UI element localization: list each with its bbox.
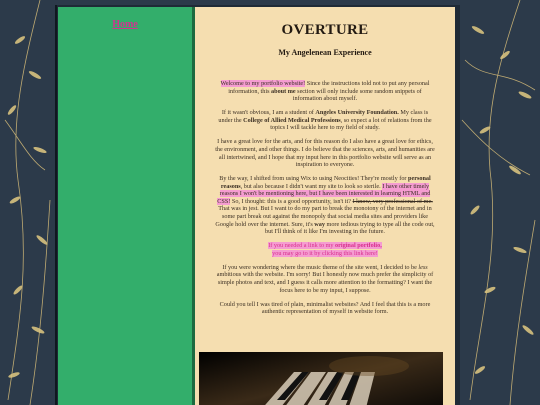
text: If it wasn't obvious, I am a student of: [221, 109, 316, 117]
text: section will only include some random snippets of information about myself.: [292, 87, 422, 103]
about-section: [215, 80, 435, 322]
text: So, I thought: this is a good opportunity, isn't it?: [230, 197, 353, 205]
text: Since the instructions told not to put any personal information, this: [228, 80, 430, 95]
text: I have a great love for the arts, and for this reason do I also have a great love for ethics, the environment, and other things. I do believe that the sciences, arts, and humanities are all intertwined, and I hope that my input here in this portfolio website will serve as an inspiration to everyone.: [215, 138, 435, 169]
text: ambitious with the website. I'm sorry! But I honestly now much prefer the simplicity of simple photos and text, and I guess it calls more attention to the formatting? I want the focus here to be my input, I suppose.: [216, 271, 434, 294]
italic-text: less: [418, 263, 428, 271]
bold-text: about me: [271, 87, 296, 95]
home-link[interactable]: Home: [112, 19, 138, 30]
bold-text: College of Allied Medical Professions: [243, 116, 341, 124]
bold-text: way: [314, 220, 325, 228]
bold-text: original portfolio,: [335, 242, 382, 250]
text: , but also because I didn't want my site to look so sterile.: [240, 182, 383, 190]
paragraph-welcome: [215, 80, 435, 103]
text: If you needed a link to my: [268, 242, 336, 250]
text: By the way, I shifted from using Wix to using Neocities! They're mostly for: [219, 175, 409, 183]
piano-keys-graphic: [199, 352, 443, 405]
paragraph-school: [215, 109, 435, 132]
original-portfolio-link[interactable]: this link here!: [343, 249, 378, 257]
portfolio-line-2: [272, 250, 378, 257]
highlight-text: Welcome to my portfolio website!: [220, 80, 306, 87]
highlight-text: I have other timely reasons I won't be mentioning here, but I have been interested in learning HTML and CSS!: [217, 182, 431, 205]
bold-text: Angeles University Foundation.: [315, 109, 399, 117]
sidebar: [58, 7, 195, 405]
page-title: OVERTURE: [281, 22, 369, 38]
piano-image: [199, 352, 443, 405]
text: My class is under the: [218, 109, 429, 124]
text: That was in jest. But I want to do my part to break the monotony of the internet and in some part break out against the monopoly that social media sites and providers like Google hold over the internet. Sure, it's: [215, 205, 432, 228]
text: more tedious trying to type all the code out, but I'll think of it like I'm investing in the future.: [265, 220, 435, 236]
page-subtitle: My Angelenean Experience: [278, 48, 372, 57]
portfolio-line-1: [268, 242, 382, 249]
bold-text: personal reasons: [220, 175, 431, 190]
paragraph-closing: [215, 301, 435, 316]
text: you may go to it by clicking: [272, 249, 344, 257]
paragraph-music-theme: [215, 264, 435, 294]
paragraph-arts: [215, 138, 435, 168]
text: Could you tell I was tired of plain, minimalist websites? And I feel that this is a more authentic representation of myself in website form.: [219, 300, 431, 316]
text: , so expect a lot of relations from the topics I will tackle here to my field of study.: [270, 116, 432, 132]
struck-text: I know, very professional of me.: [352, 197, 433, 205]
text: If you were wondering where the music theme of the site went, I decided to be: [222, 263, 419, 271]
main-content: [195, 7, 455, 405]
paragraph-original-portfolio: [215, 242, 435, 257]
paragraph-neocities: [215, 175, 435, 236]
